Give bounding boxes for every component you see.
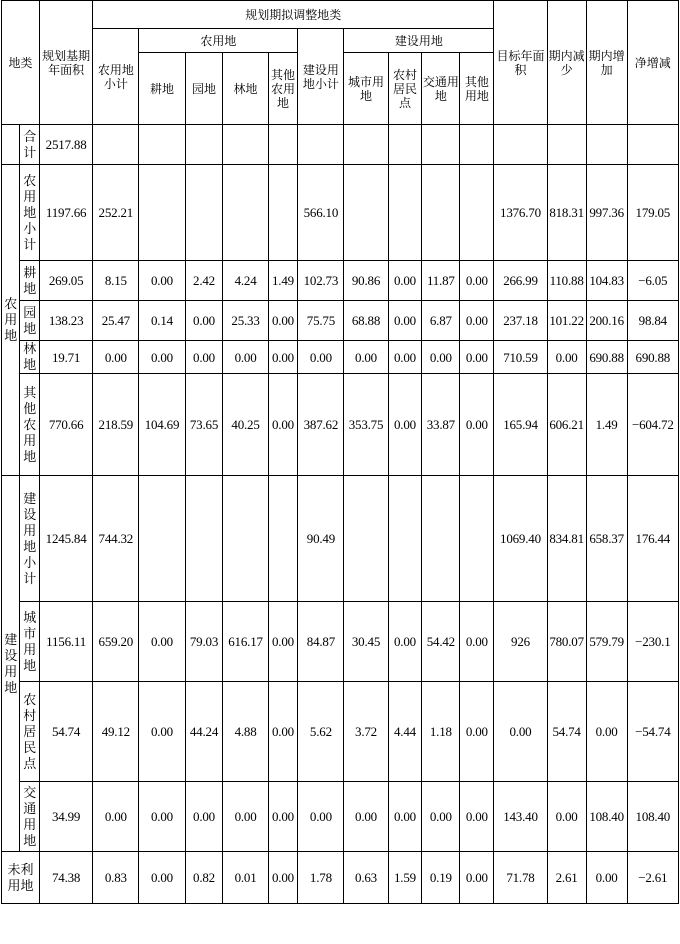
table-cell: 0.00 <box>388 301 422 341</box>
table-cell: 200.16 <box>586 301 627 341</box>
table-cell: 176.44 <box>627 476 678 602</box>
table-cell <box>268 125 298 165</box>
row-label: 其他农用地 <box>20 374 40 476</box>
table-row <box>2 602 679 682</box>
table-cell: 4.88 <box>223 682 268 782</box>
table-row <box>2 125 679 165</box>
table-cell: 997.36 <box>586 165 627 261</box>
table-cell: 579.79 <box>586 602 627 682</box>
header-other-ag: 其他农用地 <box>268 53 298 125</box>
table-cell: 0.00 <box>268 602 298 682</box>
table-cell <box>139 165 185 261</box>
table-cell: 2.42 <box>185 261 223 301</box>
table-cell: 0.00 <box>298 782 344 852</box>
table-cell: 0.00 <box>185 301 223 341</box>
table-cell <box>422 476 460 602</box>
table-cell <box>388 476 422 602</box>
table-cell: 353.75 <box>344 374 388 476</box>
table-cell <box>223 165 268 261</box>
table-cell: 269.05 <box>39 261 92 301</box>
table-cell: 54.74 <box>547 682 586 782</box>
table-cell: 0.00 <box>185 341 223 374</box>
table-cell: 658.37 <box>586 476 627 602</box>
header-ag-group: 农用地 <box>139 29 298 53</box>
row-label: 林地 <box>20 341 40 374</box>
table-cell: 780.07 <box>547 602 586 682</box>
table-row <box>2 374 679 476</box>
table-row <box>2 165 679 261</box>
row-label: 合计 <box>20 125 40 165</box>
table-cell <box>223 476 268 602</box>
table-cell: 0.00 <box>268 341 298 374</box>
header-yuandi: 园地 <box>185 53 223 125</box>
table-cell <box>422 165 460 261</box>
table-cell: 73.65 <box>185 374 223 476</box>
header-transport: 交通用地 <box>422 53 460 125</box>
table-cell: 40.25 <box>223 374 268 476</box>
table-cell: 0.00 <box>268 301 298 341</box>
table-cell: 0.00 <box>586 682 627 782</box>
table-cell: 0.00 <box>223 782 268 852</box>
table-cell: 0.00 <box>139 341 185 374</box>
table-cell: 1197.66 <box>39 165 92 261</box>
table-cell: 5.62 <box>298 682 344 782</box>
table-cell: 0.00 <box>547 782 586 852</box>
table-cell: 0.00 <box>494 682 547 782</box>
table-cell <box>223 125 268 165</box>
table-cell: 54.74 <box>39 682 92 782</box>
table-cell <box>344 165 388 261</box>
table-cell: 690.88 <box>627 341 678 374</box>
table-cell: 0.82 <box>185 852 223 904</box>
table-cell: 33.87 <box>422 374 460 476</box>
table-cell: 138.23 <box>39 301 92 341</box>
row-label: 城市用地 <box>20 602 40 682</box>
table-cell: 0.00 <box>388 374 422 476</box>
header-rural: 农村居民点 <box>388 53 422 125</box>
table-cell: 266.99 <box>494 261 547 301</box>
table-cell: 3.72 <box>344 682 388 782</box>
table-cell: 98.84 <box>627 301 678 341</box>
table-cell: 165.94 <box>494 374 547 476</box>
table-cell: 1376.70 <box>494 165 547 261</box>
table-cell: 818.31 <box>547 165 586 261</box>
table-cell: 252.21 <box>93 165 139 261</box>
table-cell <box>422 125 460 165</box>
table-cell: 0.00 <box>139 682 185 782</box>
table-cell: 1069.40 <box>494 476 547 602</box>
table-cell <box>344 125 388 165</box>
table-cell: 0.00 <box>268 374 298 476</box>
row-label: 建设用地小计 <box>20 476 40 602</box>
table-cell: 143.40 <box>494 782 547 852</box>
row-label: 耕地 <box>20 261 40 301</box>
table-cell: 0.00 <box>460 261 494 301</box>
table-cell <box>586 125 627 165</box>
table-cell: 710.59 <box>494 341 547 374</box>
table-cell: 0.00 <box>460 602 494 682</box>
table-cell: 616.17 <box>223 602 268 682</box>
table-cell: 25.47 <box>93 301 139 341</box>
table-cell <box>460 125 494 165</box>
table-cell: 0.00 <box>268 682 298 782</box>
table-body <box>2 125 679 904</box>
table-cell: 0.83 <box>93 852 139 904</box>
table-cell: 19.71 <box>39 341 92 374</box>
table-cell: 101.22 <box>547 301 586 341</box>
table-cell: 49.12 <box>93 682 139 782</box>
header-base-area: 规划基期年面积 <box>39 1 92 125</box>
table-cell: 0.00 <box>139 782 185 852</box>
table-cell: −2.61 <box>627 852 678 904</box>
table-cell <box>268 165 298 261</box>
table-cell: 0.00 <box>422 341 460 374</box>
table-cell: 54.42 <box>422 602 460 682</box>
table-cell: 0.00 <box>388 602 422 682</box>
table-cell: 110.88 <box>547 261 586 301</box>
table-cell: 104.83 <box>586 261 627 301</box>
table-cell: 690.88 <box>586 341 627 374</box>
table-cell: 2517.88 <box>39 125 92 165</box>
table-cell: 8.15 <box>93 261 139 301</box>
header-adjust-group: 规划期拟调整地类 <box>93 1 494 29</box>
table-cell: 1245.84 <box>39 476 92 602</box>
table-cell: 0.00 <box>460 374 494 476</box>
table-cell: 68.88 <box>344 301 388 341</box>
table-cell: 6.87 <box>422 301 460 341</box>
table-cell: −6.05 <box>627 261 678 301</box>
group-label: 农用地 <box>2 165 20 476</box>
row-label: 农用地小计 <box>20 165 40 261</box>
table-cell <box>460 476 494 602</box>
table-cell: 4.44 <box>388 682 422 782</box>
header-ag-subtotal: 农用地小计 <box>93 29 139 125</box>
group-label: 建设用地 <box>2 476 20 852</box>
table-cell: 0.00 <box>298 341 344 374</box>
table-row <box>2 852 679 904</box>
row-label: 未利用地 <box>2 852 40 904</box>
table-cell <box>494 125 547 165</box>
table-row <box>2 682 679 782</box>
table-cell: 0.00 <box>547 341 586 374</box>
table-cell <box>185 125 223 165</box>
table-cell <box>139 125 185 165</box>
table-cell: −54.74 <box>627 682 678 782</box>
table-cell: 179.05 <box>627 165 678 261</box>
table-cell: 770.66 <box>39 374 92 476</box>
table-cell: 0.00 <box>388 782 422 852</box>
table-cell: 11.87 <box>422 261 460 301</box>
table-cell <box>627 125 678 165</box>
table-cell: 44.24 <box>185 682 223 782</box>
table-cell: 566.10 <box>298 165 344 261</box>
table-cell: 0.00 <box>460 301 494 341</box>
table-cell: 834.81 <box>547 476 586 602</box>
table-cell: 218.59 <box>93 374 139 476</box>
table-cell: 30.45 <box>344 602 388 682</box>
header-dilei: 地类 <box>2 1 40 125</box>
table-cell: 71.78 <box>494 852 547 904</box>
table-cell <box>185 165 223 261</box>
row-label: 农村居民点 <box>20 682 40 782</box>
table-cell <box>185 476 223 602</box>
table-cell: 0.00 <box>93 782 139 852</box>
table-cell: 0.00 <box>460 852 494 904</box>
header-decrease: 期内减少 <box>547 1 586 125</box>
table-cell: 0.00 <box>460 782 494 852</box>
table-cell: 0.00 <box>460 341 494 374</box>
table-row <box>2 301 679 341</box>
table-cell: 1.78 <box>298 852 344 904</box>
header-lindi: 林地 <box>223 53 268 125</box>
table-cell: 0.00 <box>460 682 494 782</box>
table-cell: 102.73 <box>298 261 344 301</box>
table-cell <box>268 476 298 602</box>
table-cell <box>388 165 422 261</box>
table-cell: 744.32 <box>93 476 139 602</box>
header-gengdi: 耕地 <box>139 53 185 125</box>
header-build-group: 建设用地 <box>344 29 494 53</box>
row-label: 园地 <box>20 301 40 341</box>
group-cell-empty <box>2 125 20 165</box>
table-cell: 4.24 <box>223 261 268 301</box>
header-net: 净增减 <box>627 1 678 125</box>
table-cell: 0.00 <box>422 782 460 852</box>
table-cell: 2.61 <box>547 852 586 904</box>
table-cell: 1.49 <box>586 374 627 476</box>
table-cell <box>344 476 388 602</box>
table-cell <box>388 125 422 165</box>
table-cell: 0.00 <box>388 341 422 374</box>
header-increase: 期内增加 <box>586 1 627 125</box>
table-cell: 108.40 <box>586 782 627 852</box>
table-cell <box>93 125 139 165</box>
table-cell: 1156.11 <box>39 602 92 682</box>
table-cell: 74.38 <box>39 852 92 904</box>
row-label: 交通用地 <box>20 782 40 852</box>
table-cell: 0.63 <box>344 852 388 904</box>
table-cell: 0.01 <box>223 852 268 904</box>
table-cell: 34.99 <box>39 782 92 852</box>
table-row <box>2 341 679 374</box>
table-cell: 75.75 <box>298 301 344 341</box>
land-use-adjustment-table <box>1 0 679 904</box>
table-cell: 104.69 <box>139 374 185 476</box>
table-cell: 0.00 <box>185 782 223 852</box>
table-cell: 108.40 <box>627 782 678 852</box>
table-cell: 0.00 <box>586 852 627 904</box>
table-cell: 0.14 <box>139 301 185 341</box>
table-cell: 387.62 <box>298 374 344 476</box>
table-cell: 0.00 <box>268 782 298 852</box>
table-cell: 659.20 <box>93 602 139 682</box>
table-cell <box>298 125 344 165</box>
table-cell: 1.18 <box>422 682 460 782</box>
table-cell: 90.86 <box>344 261 388 301</box>
table-cell: 0.00 <box>268 852 298 904</box>
table-cell: 1.49 <box>268 261 298 301</box>
header-other-build: 其他用地 <box>460 53 494 125</box>
header-target-area: 目标年面积 <box>494 1 547 125</box>
table-cell <box>547 125 586 165</box>
table-cell: 926 <box>494 602 547 682</box>
table-cell: −604.72 <box>627 374 678 476</box>
table-cell: 0.00 <box>388 261 422 301</box>
table-cell: 0.19 <box>422 852 460 904</box>
table-cell: 0.00 <box>139 261 185 301</box>
table-row <box>2 782 679 852</box>
header-build-subtotal: 建设用地小计 <box>298 29 344 125</box>
table-cell <box>139 476 185 602</box>
table-cell: 0.00 <box>139 602 185 682</box>
header-urban: 城市用地 <box>344 53 388 125</box>
table-cell: 84.87 <box>298 602 344 682</box>
table-row <box>2 261 679 301</box>
table-row <box>2 476 679 602</box>
table-cell: 25.33 <box>223 301 268 341</box>
table-cell: 0.00 <box>344 341 388 374</box>
table-cell: 1.59 <box>388 852 422 904</box>
table-cell: 0.00 <box>223 341 268 374</box>
table-cell: 0.00 <box>139 852 185 904</box>
table-cell <box>460 165 494 261</box>
table-cell: 237.18 <box>494 301 547 341</box>
table-cell: −230.1 <box>627 602 678 682</box>
table-cell: 90.49 <box>298 476 344 602</box>
table-cell: 79.03 <box>185 602 223 682</box>
table-cell: 0.00 <box>93 341 139 374</box>
table-cell: 0.00 <box>344 782 388 852</box>
table-cell: 606.21 <box>547 374 586 476</box>
